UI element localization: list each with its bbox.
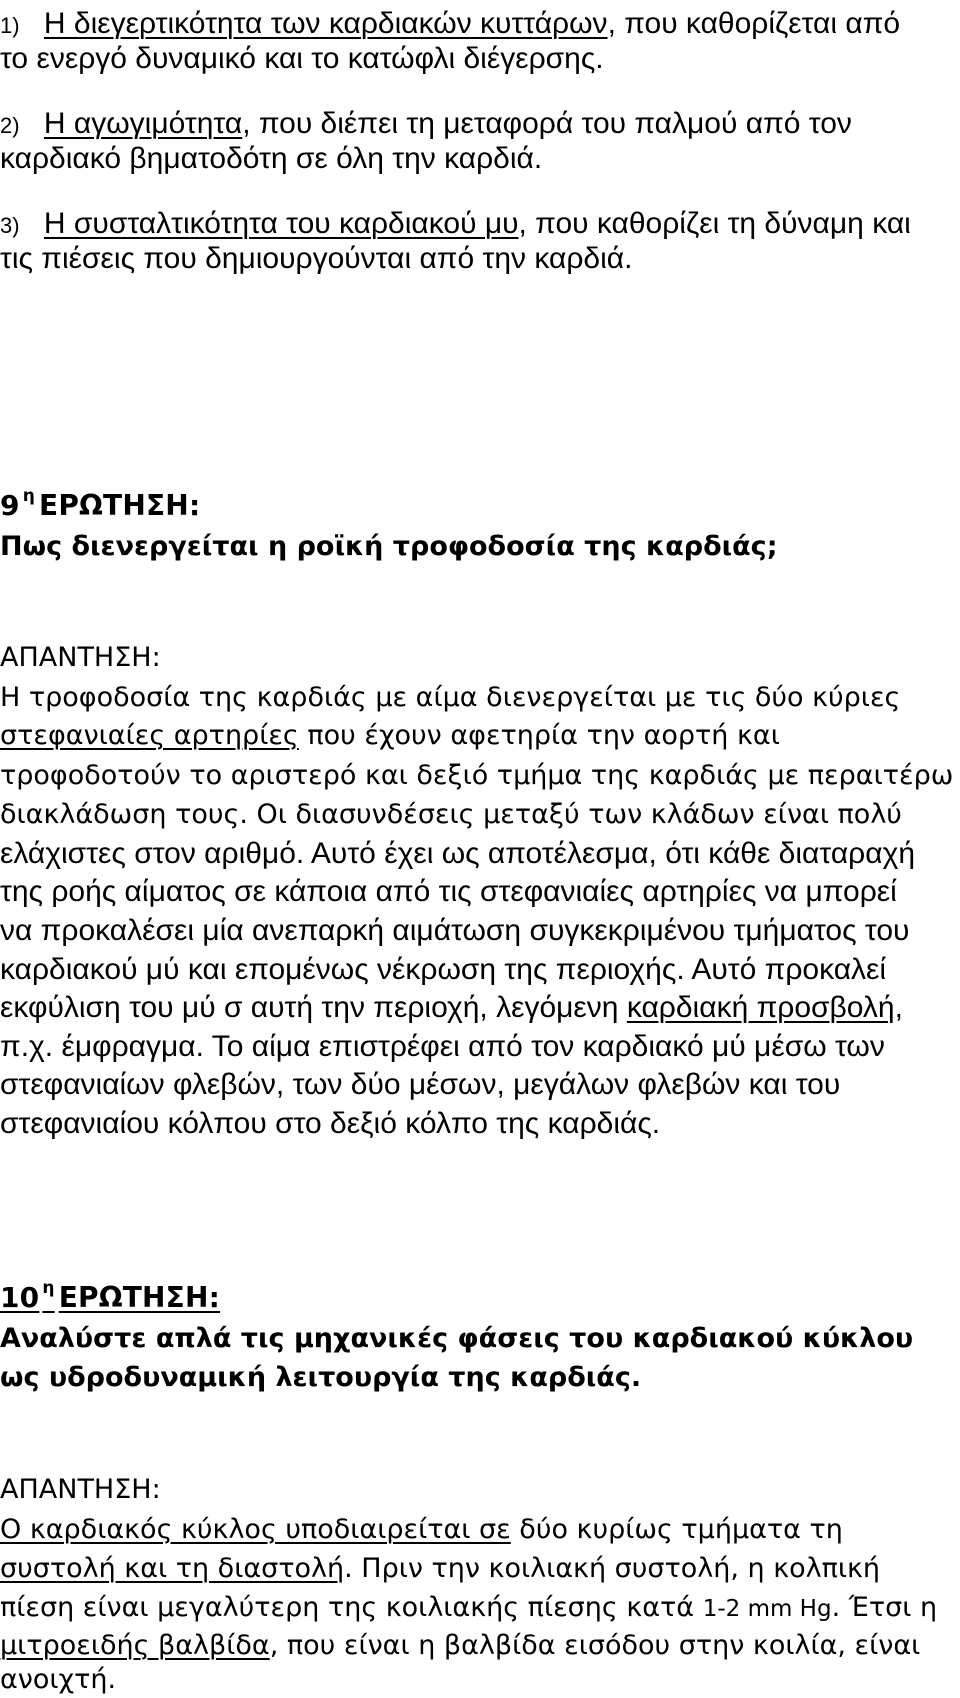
answer-text: εκφύλιση του μύ σ αυτή την περιοχή, λεγόμενη [0,991,627,1024]
list-item-continuation: το ενεργό δυναμικό και το κατώφλι διέγερσης. [0,42,604,75]
answer-line: π.χ. έμφραγμα. Το αίμα επιστρέφει από τον καρδιακό μύ μέσω των [0,1030,885,1063]
answer-text: δύο κυρίως τμήματα τη [510,1514,843,1545]
answer-term: μιτροειδής βαλβίδα [0,1630,270,1661]
question-text: ως υδροδυναμική λειτουργία της καρδιάς. [0,1362,642,1393]
list-item-continuation: καρδιακό βηματοδότη σε όλη την καρδιά. [0,142,543,175]
list-item [0,206,911,244]
question-ordinal: η [22,486,35,506]
answer-label: ΑΠΑΝΤΗΣΗ: [0,1474,161,1505]
question-heading [0,488,200,524]
answer-line: στεφανιαίων φλεβών, των δύο μέσων, μεγάλων φλεβών και του [0,1068,841,1101]
answer-text: , [894,991,903,1024]
question-label: ΕΡΩΤΗΣΗ: [58,1281,221,1314]
answer-line: να προκαλέσει μία ανεπαρκή αιμάτωση συγκεκριμένου τμήματος του [0,914,910,947]
answer-term: στεφανιαίες αρτηρίες [0,720,299,751]
answer-line [0,1590,937,1627]
answer-line: της ροής αίματος σε κάποια από τις στεφανιαίες αρτηρίες να μπορεί [0,875,897,908]
answer-label: ΑΠΑΝΤΗΣΗ: [0,642,161,673]
answer-text: , που είναι η βαλβίδα εισόδου στην κοιλία, είναι [269,1630,921,1661]
question-number: 9 [0,489,20,522]
list-item [0,106,852,144]
list-text: , που διέπει τη μεταφορά του παλμού από τον [242,107,852,140]
answer-line: τροφοδοτούν το αριστερό και δεξιό τμήμα της καρδιάς με περαιτέρω [0,760,954,791]
answer-value: 1-2 mm Hg [702,1596,832,1622]
question-heading-underlined [0,1278,221,1314]
answer-line [0,1512,843,1548]
answer-line [0,990,903,1026]
answer-text: που έχουν αφετηρία την αορτή και [298,720,780,751]
answer-term: Ο καρδιακός κύκλος υποδιαιρείται σε [0,1514,511,1545]
question-text: Πως διενεργείται η ροϊκή τροφοδοσία της καρδιάς; [0,531,778,562]
list-term: Η διεγερτικότητα των καρδιακών κυττάρων [43,7,608,40]
question-number: 10 [0,1281,40,1314]
answer-term: καρδιακή προσβολή [626,991,895,1024]
answer-line [0,1551,880,1587]
answer-term: συστολή και τη διαστολή [0,1553,345,1584]
list-number: 3) [0,213,20,238]
question-label: ΕΡΩΤΗΣΗ: [39,489,201,522]
answer-line [0,1628,920,1664]
answer-text: πίεση είναι μεγαλύτερη της κοιλιακής πίεσης κατά [0,1592,703,1623]
question-heading [0,1280,220,1316]
list-text: , που καθορίζεται από [607,7,901,40]
answer-line [0,718,780,754]
list-text: , που καθορίζει τη δύναμη και [518,207,911,240]
list-term: Η αγωγιμότητα [43,107,243,140]
answer-text: . Έτσι η [831,1592,938,1623]
answer-line: διακλάδωση τους. Οι διασυνδέσεις μεταξύ των κλάδων είναι πολύ [0,799,902,830]
list-item-continuation: τις πιέσεις που δημιουργούνται από την καρδιά. [0,242,633,275]
answer-line: ανοιχτή. [0,1664,117,1695]
answer-line: καρδιακού μύ και επομένως νέκρωση της περιοχής. Αυτό προκαλεί [0,953,887,986]
question-ordinal: η [42,1278,55,1298]
answer-line: ελάχιστες στον αριθμό. Αυτό έχει ως αποτέλεσμα, ότι κάθε διαταραχή [0,837,915,870]
answer-line: Η τροφοδοσία της καρδιάς με αίμα διενεργείται με τις δύο κύριες [0,682,901,713]
list-term: Η συσταλτικότητα του καρδιακού μυ [43,207,519,240]
list-number: 1) [0,13,20,38]
answer-text: . Πριν την κοιλιακή συστολή, η κολπική [344,1553,881,1584]
question-text: Αναλύστε απλά τις μηχανικές φάσεις του καρδιακού κύκλου [0,1323,914,1354]
answer-line: στεφανιαίου κόλπου στο δεξιό κόλπο της καρδιάς. [0,1107,661,1140]
list-item [0,6,900,44]
list-number: 2) [0,113,20,138]
